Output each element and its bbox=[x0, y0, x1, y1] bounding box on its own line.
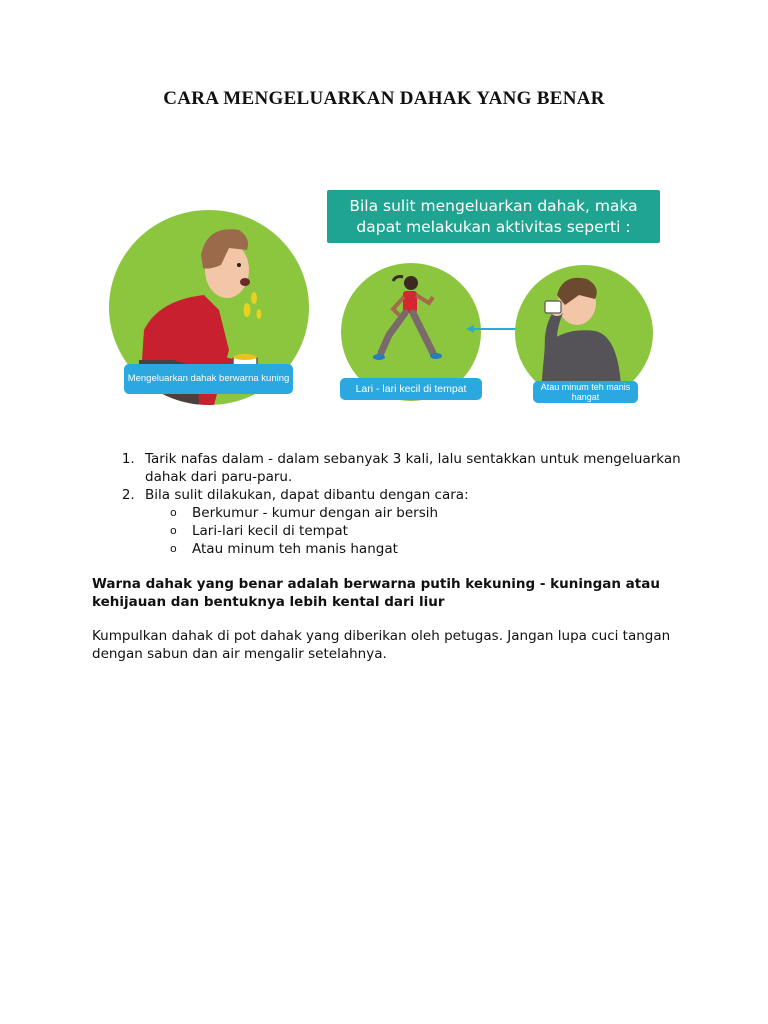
steps-list bbox=[92, 450, 682, 558]
bullet-icon: o bbox=[170, 542, 177, 555]
step-text: Bila sulit dilakukan, dapat dibantu dengan cara: bbox=[145, 487, 469, 503]
instructions bbox=[92, 450, 682, 663]
sub-step-text: Lari-lari kecil di tempat bbox=[192, 523, 348, 539]
sub-step-text: Berkumur - kumur dengan air bersih bbox=[192, 505, 439, 521]
step-item: 1. Tarik nafas dalam - dalam sebanyak 3 kali, lalu sentakkan untuk mengeluarkan dahak dari paru-paru. bbox=[139, 450, 682, 486]
sub-step-item bbox=[170, 540, 682, 558]
sub-steps-list bbox=[145, 504, 682, 558]
sub-step-item bbox=[170, 522, 682, 540]
step-item bbox=[139, 486, 682, 558]
label-cough: Mengeluarkan dahak berwarna kuning bbox=[124, 364, 293, 394]
sub-step-text: Atau minum teh manis hangat bbox=[192, 541, 398, 557]
phlegm-color-note: Warna dahak yang benar adalah berwarna putih kekuning - kuningan atau kehijauan dan bentuknya lebih kental dari liur bbox=[92, 576, 660, 610]
page-title: CARA MENGELUARKAN DAHAK YANG BENAR bbox=[163, 88, 605, 109]
bullet-icon: o bbox=[170, 506, 177, 519]
info-banner: Bila sulit mengeluarkan dahak, maka dapat melakukan aktivitas seperti : bbox=[327, 190, 660, 243]
sub-step-item bbox=[170, 504, 682, 522]
bullet-icon: o bbox=[170, 524, 177, 537]
label-drink: Atau minum teh manis hangat bbox=[533, 381, 638, 403]
infographic bbox=[100, 185, 670, 415]
closing-paragraph: Kumpulkan dahak di pot dahak yang diberikan oleh petugas. Jangan lupa cuci tangan dengan sabun dan air mengalir setelahnya. bbox=[92, 628, 671, 662]
label-run: Lari - lari kecil di tempat bbox=[340, 378, 482, 400]
